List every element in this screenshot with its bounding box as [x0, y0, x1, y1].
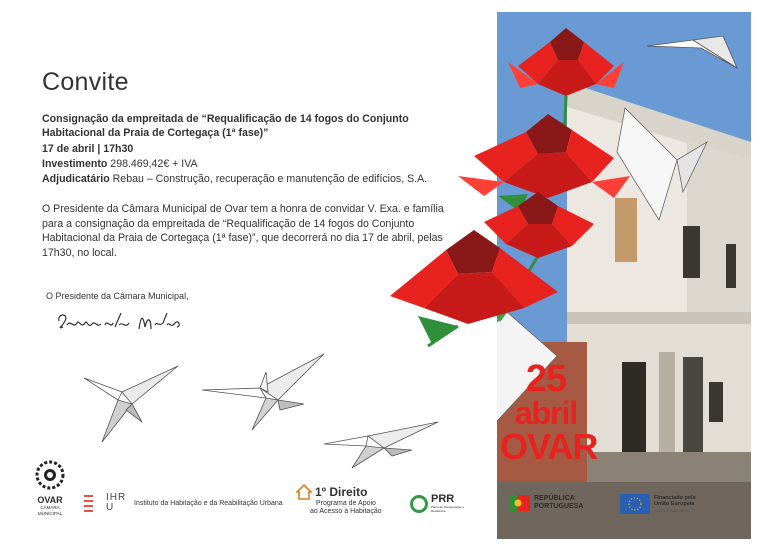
contractor-value: Rebau – Construção, recuperação e manutenção de edifícios, S.A.	[112, 173, 428, 185]
flower-2	[458, 114, 630, 198]
invite-subject: Consignação da empreitada de “Requalificação de 14 fogos do Conjunto Habitacional da Praia de Cortegaça (1ª fase)”	[42, 113, 409, 139]
eu-logo	[620, 494, 696, 514]
eu-line-2: União Europeia	[654, 501, 695, 507]
prr-title: PRR	[431, 493, 455, 505]
portugal-flag-icon	[510, 495, 530, 511]
direito-logo	[296, 484, 382, 516]
ihru-mark-icon	[84, 492, 106, 514]
republica-logo	[510, 495, 583, 511]
prr-circle-icon	[410, 495, 428, 513]
eu-line-3: NextGenerationEU	[654, 507, 688, 513]
investment-line	[42, 157, 198, 171]
origami-bird-1	[82, 364, 182, 444]
ovar-sub: CÂMARA MUNICIPAL	[37, 505, 63, 516]
poster-line-3: OVAR	[500, 426, 598, 467]
republica-line-2: PORTUGUESA	[534, 503, 584, 510]
invite-paragraph: O Presidente da Câmara Municipal de Ovar tem a honra de convidar V. Exa. e família para a consignação da empreitada de “Requalificação de 14 fogos do Conjunto Habitacional da Praia de Cortegaça (1ª fase)”, que decorrerá no dia 17 de abril, pelas 17h30, no local.	[42, 203, 444, 259]
origami-bird-3	[322, 420, 442, 470]
investment-value: 298.469,42€ + IVA	[110, 158, 198, 170]
eu-flag-icon	[620, 494, 650, 514]
ihru-logo	[84, 492, 283, 514]
eu-line-1: Financiado pela	[654, 494, 696, 501]
flower-1	[508, 28, 624, 96]
invite-title: Convite	[42, 68, 129, 96]
ovar-logo	[30, 460, 70, 517]
investment-label: Investimento	[42, 158, 108, 170]
prr-sub: Plano de Recuperação e Resiliência	[431, 505, 465, 513]
poster-line-2: abril	[514, 395, 578, 431]
poster-text	[500, 358, 598, 467]
ovar-emblem-icon	[35, 460, 65, 490]
prr-logo	[410, 494, 465, 513]
flower-3	[484, 192, 594, 258]
invite-date: 17 de abril | 17h30	[42, 143, 134, 155]
signature-image	[55, 307, 185, 335]
origami-bird-2	[200, 352, 330, 432]
direito-title: 1º Direito	[315, 485, 368, 499]
republica-line-1: REPÚBLICA	[534, 495, 575, 502]
signature-caption: O Presidente da Câmara Municipal,	[46, 291, 189, 301]
ihru-letters: IHRU	[106, 492, 127, 513]
contractor-label: Adjudicatário	[42, 173, 110, 185]
direito-sub-1: Programa de Apoio	[316, 500, 376, 507]
poster-line-1: 25	[525, 358, 567, 400]
ovar-name: OVAR	[37, 495, 63, 505]
direito-sub-2: ao Acesso à Habitação	[310, 508, 382, 515]
origami-flowers	[388, 26, 638, 356]
house-icon	[296, 484, 312, 500]
ihru-text: Instituto da Habitação e da Reabilitação Urbana	[134, 499, 283, 507]
